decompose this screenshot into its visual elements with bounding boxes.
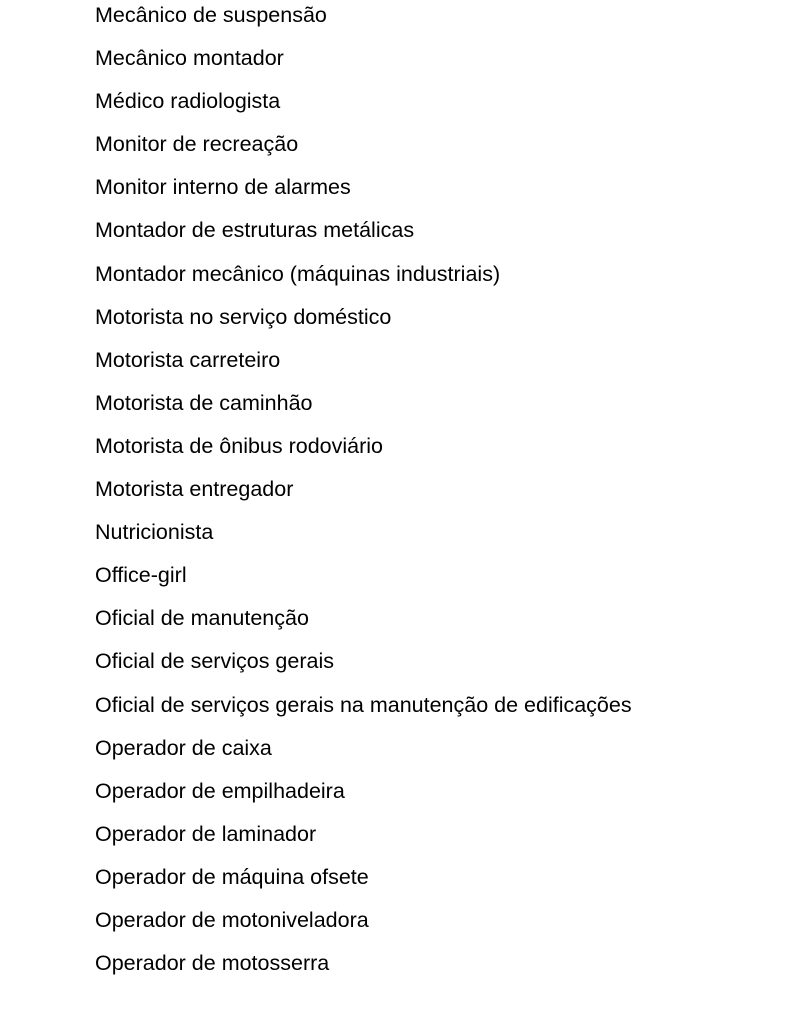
list-item: Operador de laminador [95, 821, 317, 846]
list-item: Motorista no serviço doméstico [95, 304, 392, 329]
list-item: Oficial de serviços gerais na manutenção de edificações [95, 692, 632, 717]
list-item: Operador de empilhadeira [95, 778, 345, 803]
list-item: Monitor de recreação [95, 132, 299, 157]
list-item: Médico radiologista [95, 89, 281, 114]
list-item: Operador de caixa [95, 735, 272, 760]
list-item: Montador mecânico (máquinas industriais) [95, 261, 501, 286]
list-item: Motorista de caminhão [95, 390, 313, 415]
list-item: Motorista entregador [95, 477, 294, 502]
list-item: Montador de estruturas metálicas [95, 218, 415, 243]
list-item: Operador de máquina ofsete [95, 864, 369, 889]
occupation-list [95, 1, 632, 992]
list-item: Monitor interno de alarmes [95, 175, 351, 200]
list-item: Motorista carreteiro [95, 347, 281, 372]
list-item: Office-girl [95, 563, 187, 588]
list-item: Operador de motoniveladora [95, 907, 369, 932]
list-item: Operador de motosserra [95, 951, 330, 976]
list-item: Mecânico de suspensão [95, 3, 327, 27]
list-item: Oficial de serviços gerais [95, 649, 334, 674]
list-item: Mecânico montador [95, 46, 284, 71]
list-item: Oficial de manutenção [95, 606, 309, 631]
list-item: Nutricionista [95, 520, 214, 545]
list-item: Motorista de ônibus rodoviário [95, 433, 384, 458]
